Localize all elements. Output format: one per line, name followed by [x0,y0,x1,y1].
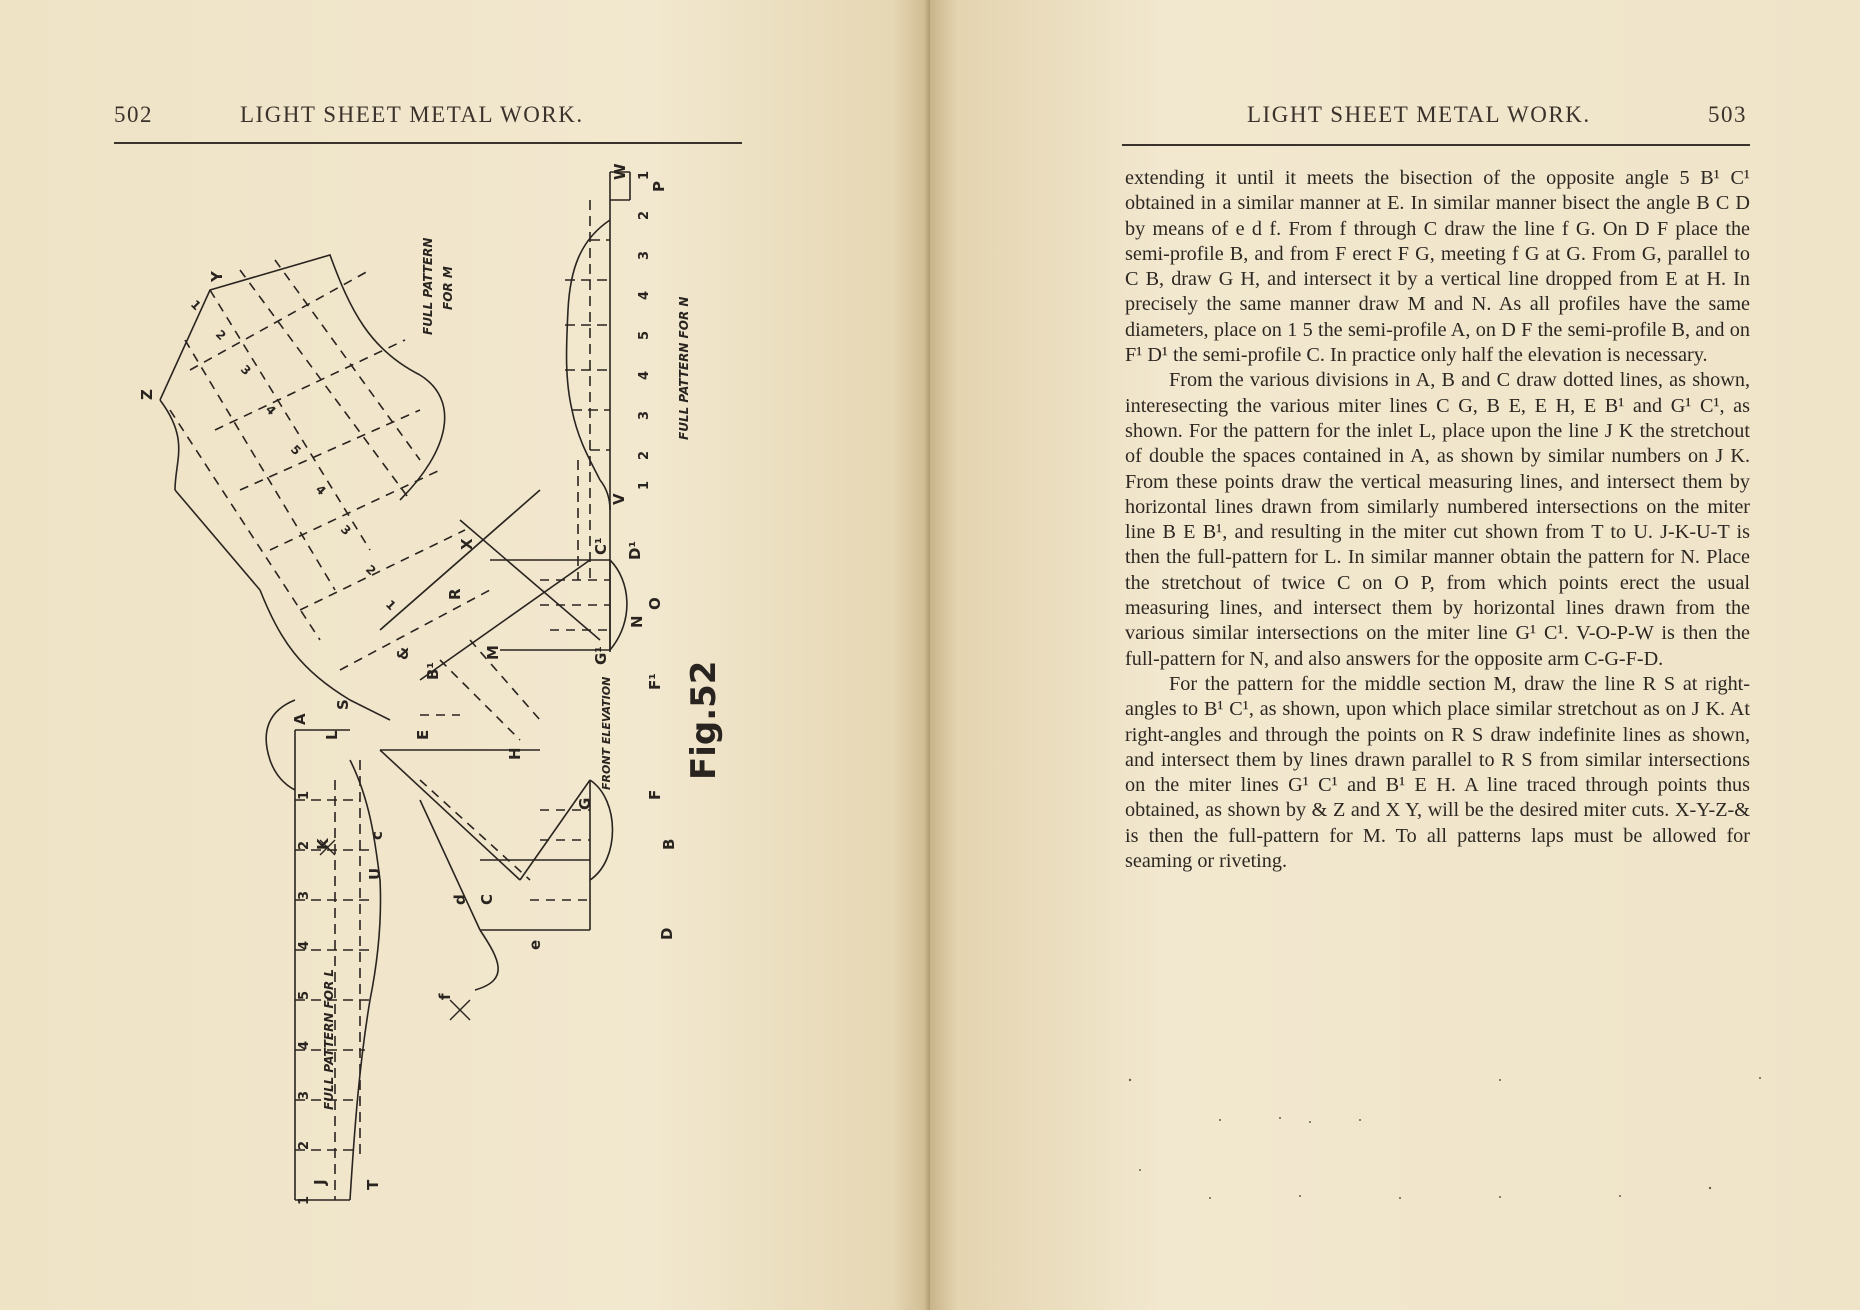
n-stretchout-number: 3 [637,410,652,420]
m-stretchout-number: 1 [187,297,204,314]
running-head-right: LIGHT SHEET METAL WORK. [1247,102,1591,127]
label-full-pattern-m-for: FOR M [441,266,455,310]
n-stretchout-number: 5 [637,330,652,340]
pattern-l-drawing [266,700,380,1200]
pattern-figure [120,160,760,1220]
n-stretchout-number: 2 [637,210,652,220]
paragraph-3: For the pattern for the middle section M, draw the line R S at right-angles to B¹ C¹, as shown, upon which place similar stretchout as on J K. At right-angles and through the points on R S draw indefinite lines as shown, and intersect them by lines drawn parallel to R S from similar intersections on the miter lines G¹ C¹ and B¹ E H. A line traced through points thus obtained, as shown by & Z and X Y, will be the desired miter cuts. X-Y-Z-& is then the full-pattern for M. To all patterns laps must be allowed for seaming or riveting. [1125,672,1750,873]
figure-letter: B¹ [424,661,442,680]
label-full-pattern-n: FULL PATTERN FOR N [677,296,691,440]
l-stretchout-number: 5 [297,990,312,1000]
figure-letter: R [446,588,464,600]
figure-letter: N [628,615,646,628]
figure-letter: G¹ [592,646,610,665]
figure-letter: X [458,538,476,550]
figure-letter: O [646,597,664,610]
figure-letter: H [506,747,524,760]
running-head-left: LIGHT SHEET METAL WORK. [240,102,584,127]
n-stretchout-number: 1 [637,170,652,180]
figure-marks [320,840,470,1020]
figure-letter: Z [138,389,156,400]
figure-letter: c [368,831,386,840]
figure-letter: D [658,927,676,940]
figure-letter: M [484,645,502,660]
figure-drawing [120,160,760,1220]
figure-letter: T [364,1179,382,1190]
label-front-elevation: FRONT ELEVATION [600,676,613,790]
body-text [1125,166,1750,874]
label-full-pattern-m: FULL PATTERN [421,237,435,335]
n-stretchout-number: 2 [637,450,652,460]
figure-letter: B [660,838,678,850]
figure-letter: G [576,797,594,810]
header-rule-left [114,142,742,144]
figure-letter: V [610,493,628,505]
header-rule-right [1122,144,1750,146]
l-stretchout-number: 2 [297,1140,312,1150]
l-stretchout-number: 2 [297,840,312,850]
m-stretchout-number: 5 [287,442,304,459]
figure-letter: A [291,713,309,725]
l-stretchout-number: 1 [297,790,312,800]
figure-letter: D¹ [626,540,644,560]
m-stretchout-number: 3 [337,522,354,539]
paragraph-2: From the various divisions in A, B and C draw dotted lines, as shown, interesecting the various miter lines C G, B E, E H, E B¹ and G¹ C¹, as shown. For the pattern for the inlet L, place upon the line J K the stretchout of double the spaces contained in A, as shown by similar numbers on J K. From these points draw the vertical measuring lines, and intersect them by horizontal lines drawn from similarly numbered intersections on the miter line B E B¹, and resulting in the miter cut shown from T to U. J-K-U-T is then the full-pattern for L. In similar manner obtain the pattern for N. Place the stretchout of twice C on O P, from which points erect the usual measuring lines, and intersect them by horizontal lines drawn from the various similar intersections on the miter line G¹ C¹. V-O-P-W is then the full-pattern for N, and also answers for the opposite arm C-G-F-D. [1125,369,1750,670]
figure-letter: S [334,699,352,710]
figure-letter: d [451,894,469,905]
l-stretchout-number: 4 [297,1040,312,1050]
paper-specks [1100,1070,1780,1210]
figure-caption: Fig.52 [684,660,724,780]
figure-letter: J [311,1179,329,1185]
l-stretchout-number: 1 [297,1195,312,1205]
l-stretchout-number: 3 [297,1090,312,1100]
figure-letter: & [394,646,412,660]
n-stretchout-number: 3 [637,250,652,260]
figure-letter: K [314,838,332,850]
page-number-right: 503 [1708,102,1747,127]
label-full-pattern-l: FULL PATTERN FOR L [322,968,336,1110]
figure-letter: L [323,730,341,740]
figure-letter: Y [208,271,226,282]
figure-letter: F¹ [646,673,664,690]
page-number-left: 502 [114,102,153,127]
m-stretchout-number: 4 [262,402,279,419]
figure-letter: U [366,867,384,880]
m-stretchout-number: 1 [382,597,399,614]
figure-letter: E [414,729,432,740]
m-stretchout-number: 3 [237,362,254,379]
figure-letter: F [646,789,664,800]
n-stretchout-number: 4 [637,370,652,380]
n-stretchout-number: 4 [637,290,652,300]
m-stretchout-number: 2 [212,327,229,344]
figure-letter: f [436,993,454,1000]
figure-letter: P [650,181,668,192]
m-stretchout-number: 4 [312,482,329,499]
right-page [930,0,1860,1310]
figure-letter: e [526,939,544,950]
figure-letter: C [478,893,496,905]
n-stretchout-number: 1 [637,480,652,490]
l-stretchout-number: 4 [297,940,312,950]
paragraph-1: extending it until it meets the bisection of the opposite angle 5 B¹ C¹ obtained in a similar manner at E. In similar manner bisect the angle B C D by means of e d f. From f through C draw the line f G. On D F place the semi-profile B, and from F erect F G, meeting f G at G. From G, parallel to C B, draw G H, and intersect it by a vertical line dropped from E at H. In precisely the same manner draw M and N. As all profiles have the same diameters, place on 1 5 the semi-profile A, on D F the semi-profile B, and on F¹ D¹ the semi-profile C. In practice only half the elevation is necessary. [1125,167,1750,367]
l-stretchout-number: 3 [297,890,312,900]
figure-letter: C¹ [592,537,610,555]
m-stretchout-number: 2 [362,562,379,579]
figure-letter: W [611,163,629,180]
